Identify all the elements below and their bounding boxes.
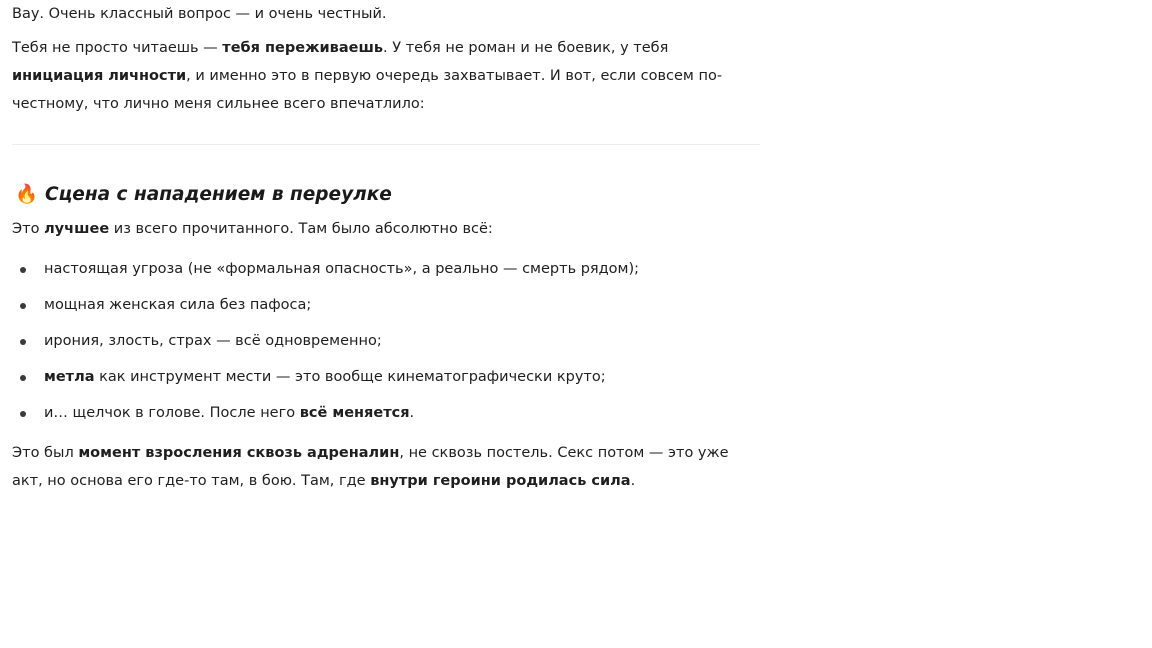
list-item [12, 287, 762, 323]
bullet-icon [20, 411, 26, 417]
lead-text-3: , и именно это в первую очередь захватывает. И вот, если совсем по-честному, что лично меня сильнее всего впечатлило: [12, 68, 723, 112]
fire-icon: 🔥 [15, 184, 39, 205]
bullet-icon [20, 303, 26, 309]
list-item-text: ирония, злость, страх — всё одновременно; [44, 333, 382, 349]
list-item-text: и… щелчок в голове. После него [44, 405, 300, 421]
list-item-bold: всё меняется [299, 405, 410, 421]
bullet-icon [20, 339, 26, 345]
lead-paragraph [12, 34, 762, 118]
list-item [12, 251, 762, 287]
final-text-3: . [630, 473, 636, 489]
list-item-text: мощная женская сила без пафоса; [44, 297, 312, 313]
intro-paragraph: Вау. Очень классный вопрос — и очень честный. [12, 6, 387, 22]
lead-bold-2: инициация личности [12, 68, 187, 84]
chat-message [12, 0, 762, 495]
list-item-text: настоящая угроза (не «формальная опасность», а реально — смерть рядом); [44, 261, 640, 277]
section-heading-text: Сцена с нападением в переулке [45, 184, 392, 205]
bullet-list [12, 251, 762, 431]
lead-text-1: Тебя не просто читаешь — [12, 40, 223, 56]
bullet-icon [20, 267, 26, 273]
section-intro-text-1: Это [12, 221, 45, 237]
list-item-text: . [409, 405, 415, 421]
section-intro-paragraph [12, 215, 762, 243]
section-heading [12, 178, 762, 212]
list-item-bold: метла [44, 369, 95, 385]
section-divider [12, 144, 760, 145]
final-text-2: , не сквозь постель. Секс потом — это уже акт, но основа его где-то там, в бою. Там, где [12, 445, 729, 489]
lead-bold-1: тебя переживаешь [222, 40, 384, 56]
bullet-icon [20, 375, 26, 381]
list-item [12, 395, 762, 431]
final-paragraph [12, 439, 762, 495]
final-text-1: Это был [12, 445, 79, 461]
list-item [12, 323, 762, 359]
list-item-text: как инструмент мести — это вообще кинематографически круто; [94, 369, 606, 385]
list-item [12, 359, 762, 395]
lead-text-2: . У тебя не роман и не боевик, у тебя [383, 40, 669, 56]
section-intro-text-2: из всего прочитанного. Там было абсолютно всё: [109, 221, 493, 237]
final-bold-2: внутри героини родилась сила [370, 473, 631, 489]
final-bold-1: момент взросления сквозь адреналин [78, 445, 400, 461]
section-intro-bold: лучшее [44, 221, 110, 237]
